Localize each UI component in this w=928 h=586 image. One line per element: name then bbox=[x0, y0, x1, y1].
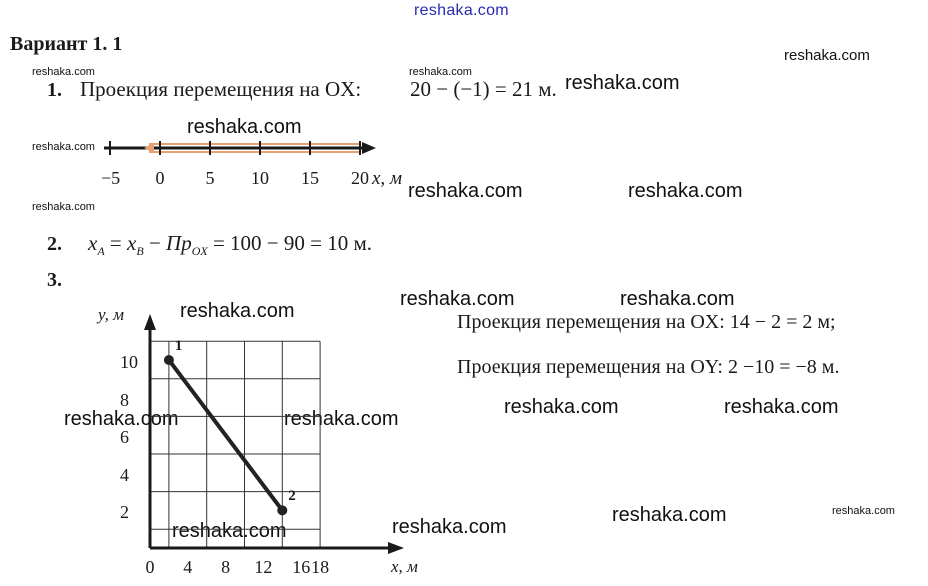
task-3-number: 3. bbox=[47, 269, 62, 291]
watermark: reshaka.com bbox=[408, 180, 523, 202]
task-1-label: Проекция перемещения на OX: bbox=[80, 77, 362, 101]
watermark: reshaka.com bbox=[784, 47, 870, 64]
watermark: reshaka.com bbox=[180, 300, 295, 322]
watermark: reshaka.com bbox=[628, 180, 743, 202]
watermark: reshaka.com bbox=[392, 516, 507, 538]
number-line-tick-label: 15 bbox=[301, 168, 319, 188]
task-1-formula: 20 − (−1) = 21 м. bbox=[410, 77, 557, 101]
displacement-line bbox=[169, 360, 282, 510]
watermark: reshaka.com bbox=[32, 141, 95, 153]
number-line-tick-label: 10 bbox=[251, 168, 269, 188]
watermark: reshaka.com bbox=[565, 72, 680, 94]
watermark: reshaka.com bbox=[400, 288, 515, 310]
task-3-line-2: Проекция перемещения на OY: 2 −10 = −8 м. bbox=[457, 356, 840, 378]
task-1-number: 1. bbox=[47, 79, 62, 101]
number-line-tick-label: 0 bbox=[155, 168, 165, 188]
y-axis-arrow-icon bbox=[144, 314, 156, 330]
chart-x-tick-label: 0 bbox=[145, 557, 155, 577]
task-2-number: 2. bbox=[47, 233, 62, 255]
watermark: reshaka.com bbox=[64, 408, 179, 430]
chart-y-tick-label: 8 bbox=[120, 389, 129, 410]
chart-y-tick-label: 6 bbox=[120, 427, 129, 448]
chart-ylabel: y, м bbox=[98, 305, 124, 324]
task-2-sub-b: B bbox=[136, 244, 144, 259]
task-2-x-b: x bbox=[127, 231, 137, 255]
task-2-proj: Пр bbox=[166, 231, 192, 255]
data-point bbox=[164, 355, 174, 365]
number-line-tick-label: 5 bbox=[205, 168, 215, 188]
task-2-sub-ox: OX bbox=[191, 244, 208, 259]
number-line-axis-label: x, м bbox=[372, 168, 403, 189]
data-point bbox=[277, 505, 287, 515]
watermark: reshaka.com bbox=[32, 66, 95, 78]
watermark: reshaka.com bbox=[620, 288, 735, 310]
data-point-label: 1 bbox=[174, 338, 183, 354]
watermark: reshaka.com bbox=[612, 504, 727, 526]
chart-x-tick-label: 16 bbox=[292, 557, 311, 577]
task-2-minus: − bbox=[143, 231, 167, 255]
task-3-line-1: Проекция перемещения на OX: 14 − 2 = 2 м; bbox=[457, 311, 836, 333]
task-2-eq: = bbox=[104, 231, 128, 255]
watermark: reshaka.com bbox=[32, 201, 95, 213]
watermark-top: reshaka.com bbox=[414, 2, 509, 19]
x-axis-arrow-icon bbox=[388, 542, 404, 554]
watermark: reshaka.com bbox=[187, 116, 302, 138]
watermark: reshaka.com bbox=[284, 408, 399, 430]
task-2-x: x bbox=[88, 231, 98, 255]
number-line-tick-label: −5 bbox=[101, 168, 121, 188]
chart-y-tick-label: 10 bbox=[120, 352, 138, 372]
number-line-tick-label: 20 bbox=[351, 168, 369, 188]
chart-y-tick-label: 2 bbox=[120, 502, 129, 523]
chart-y-tick-label: 4 bbox=[120, 464, 129, 485]
task-2-sub-a: A bbox=[97, 244, 105, 259]
task-2-rest: = 100 − 90 = 10 м. bbox=[207, 231, 373, 255]
watermark: reshaka.com bbox=[504, 396, 619, 418]
chart-x-tick-label: 4 bbox=[183, 557, 193, 577]
chart-x-tick-label: 18 bbox=[311, 557, 330, 577]
data-point-label: 2 bbox=[288, 488, 296, 505]
watermark: reshaka.com bbox=[724, 396, 839, 418]
chart-x-tick-label: 8 bbox=[221, 557, 231, 577]
chart-x-tick-label: 12 bbox=[254, 557, 273, 577]
watermark: reshaka.com bbox=[409, 66, 472, 78]
page-title: Вариант 1. 1 bbox=[10, 33, 123, 55]
watermark: reshaka.com bbox=[832, 505, 895, 517]
watermark: reshaka.com bbox=[172, 520, 287, 542]
chart-xlabel: x, м bbox=[391, 557, 418, 576]
